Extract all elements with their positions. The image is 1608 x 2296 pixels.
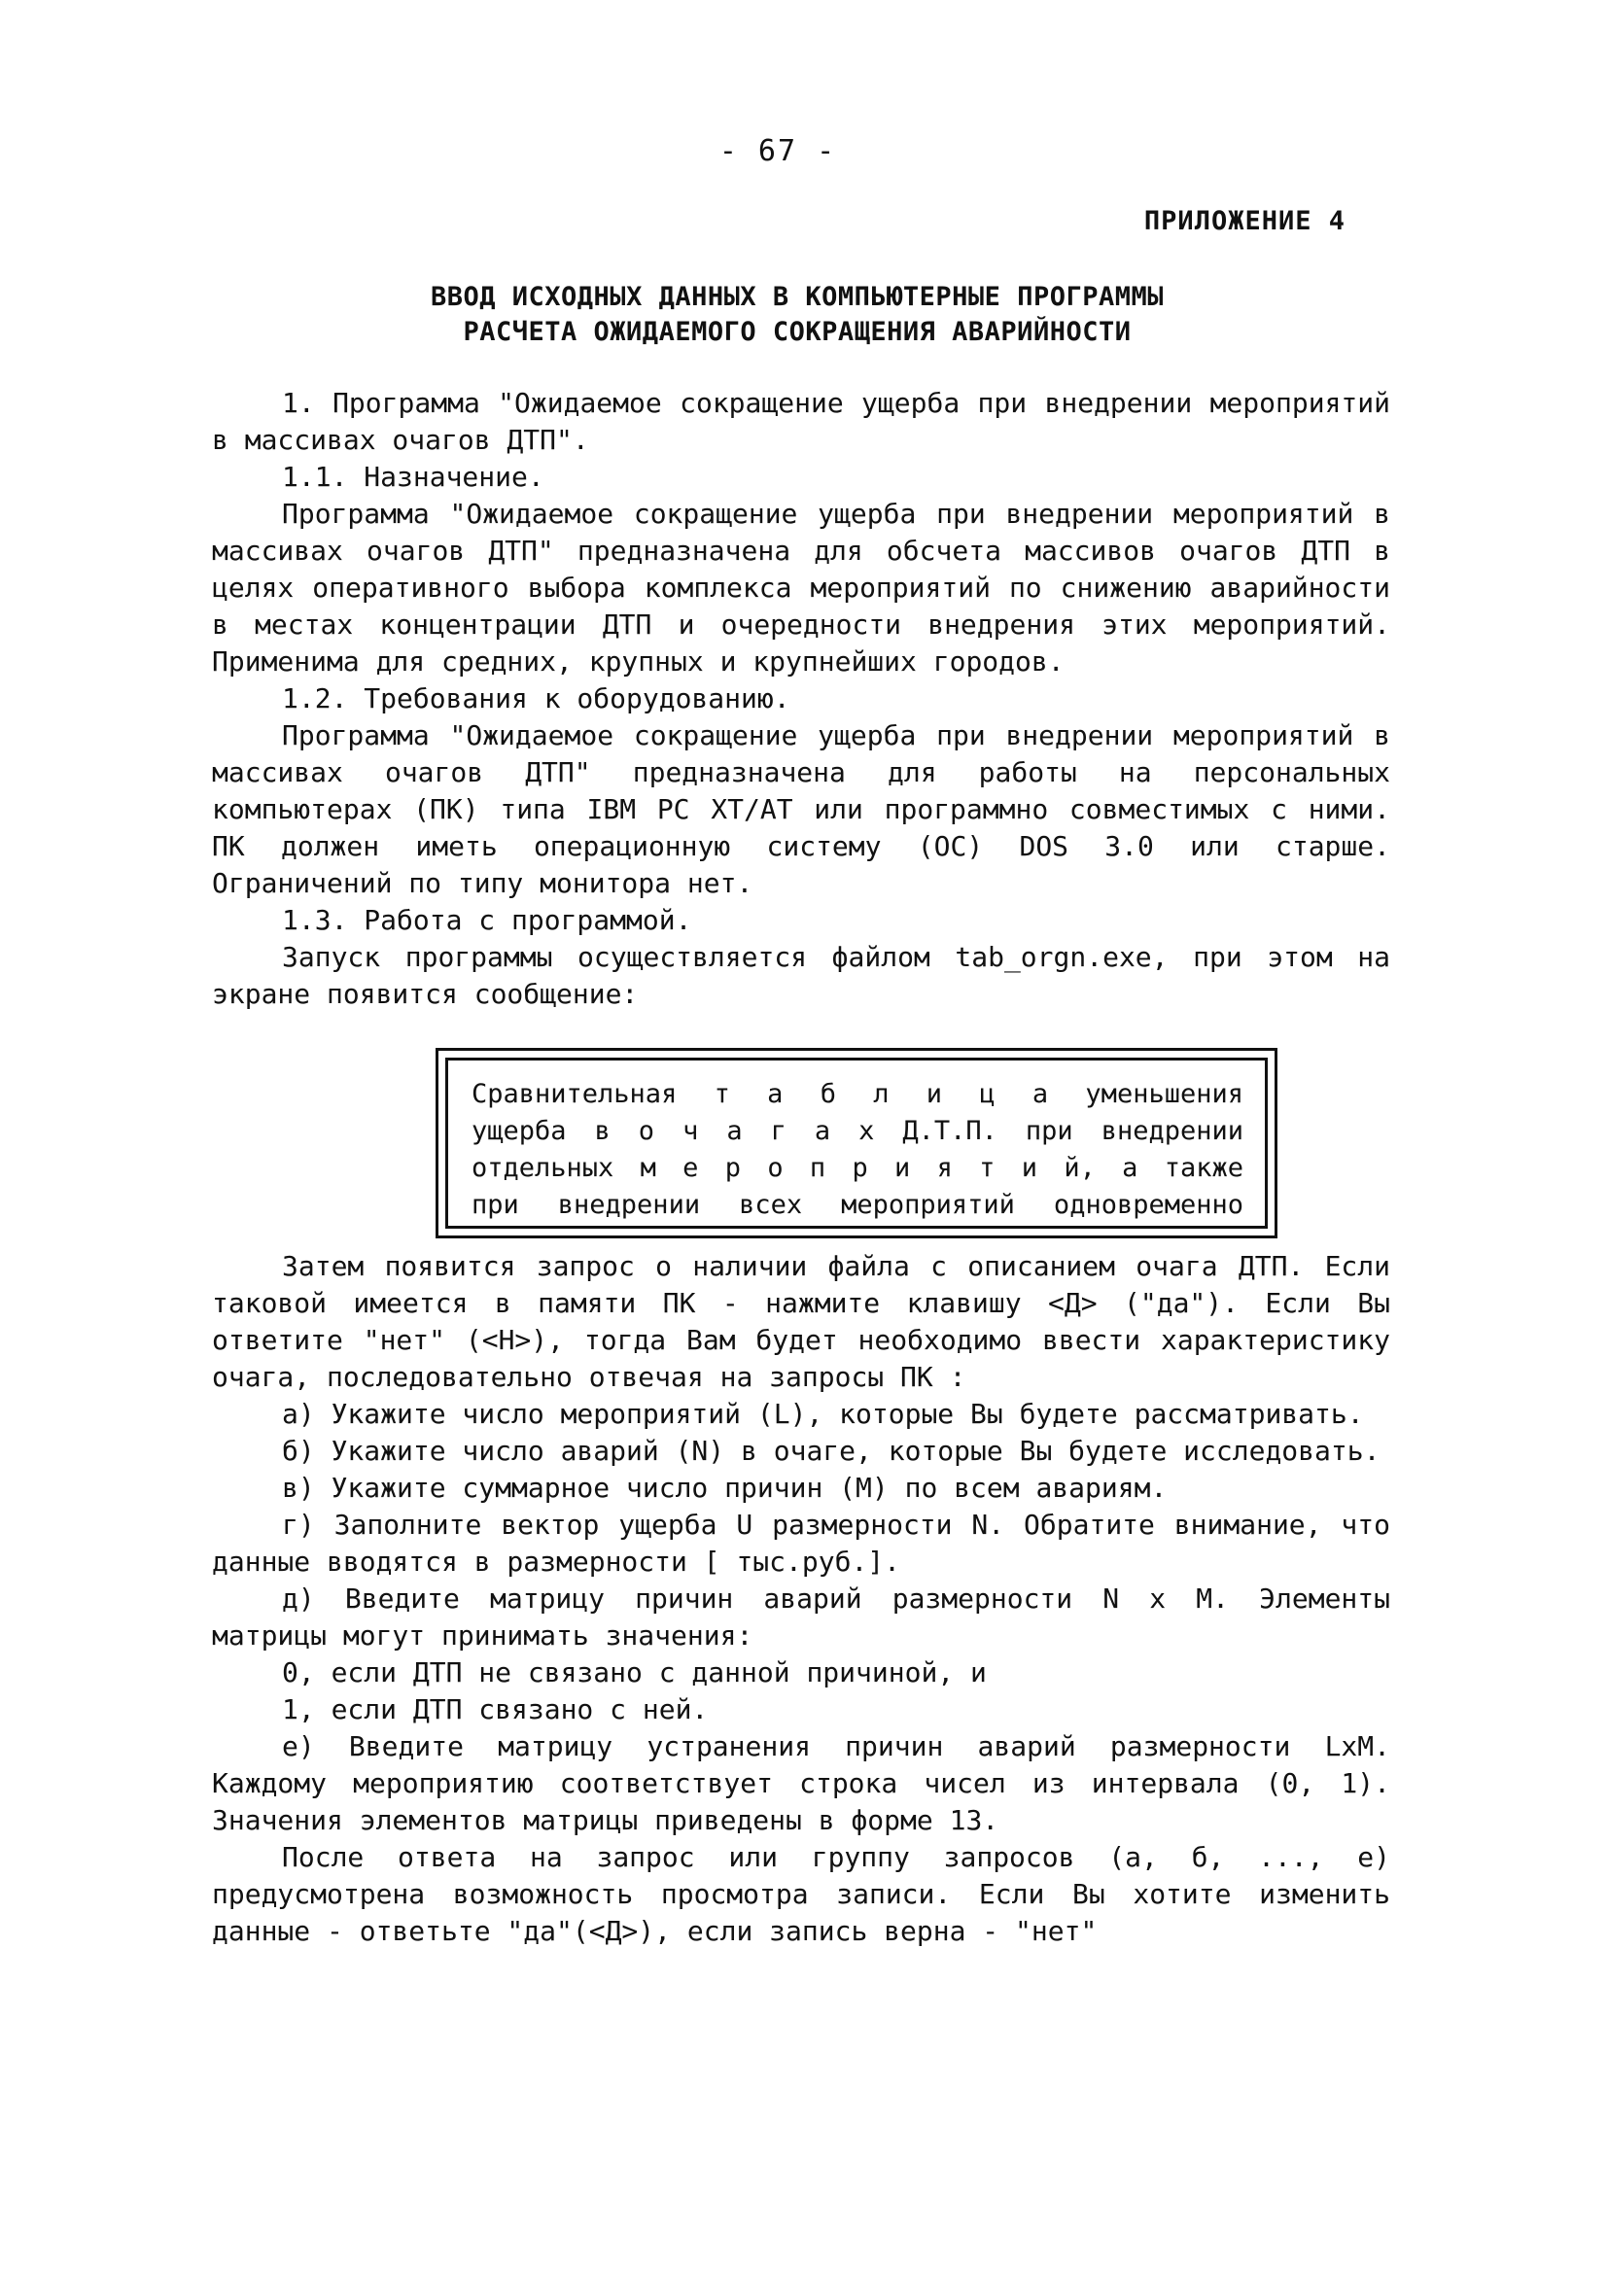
screen-message-line: ущерба в о ч а г а х Д.Т.П. при внедрении [472,1116,1243,1146]
paragraph-file-request: Затем появится запрос о наличии файла с описанием очага ДТП. Если таковой имеется в памяти ПК - нажмите клавишу <Д> ("да"). Если Вы ответите "нет" (<Н>), тогда Вам будет необходимо ввести характеристику очага, последовательно отвечая на запросы ПК : [212,1250,1390,1393]
paragraph-hardware: Программа "Ожидаемое сокращение ущерба при внедрении мероприятий в массивах очагов ДТП" предназначена для работы на персональных компьютерах (ПК) типа IBM PC XT/AT или программно совместимых с ними. ПК должен иметь операционную систему (ОС) DOS 3.0 или старше. Ограничений по типу монитора нет. [212,719,1390,899]
paragraph-program-name: 1. Программа "Ожидаемое сокращение ущерба при внедрении мероприятий в массивах очагов ДТП". [212,387,1390,456]
screen-message-line: отдельных м е р о п р и я т и й, а также [472,1153,1243,1183]
screen-message-inner-frame [445,1058,1268,1229]
matrix-value-1: 1, если ДТП связано с ней. [282,1693,709,1725]
matrix-value-0: 0, если ДТП не связано с данной причиной, и [282,1656,987,1688]
paragraph-launch: Запуск программы осуществляется файлом tab_orgn.exe, при этом на экране появится сообщение: [212,941,1390,1010]
list-item-e: е) Введите матрицу устранения причин аварий размерности LxM. Каждому мероприятию соответствует строка чисел из интервала (0, 1). Значения элементов матрицы приведены в форме 13. [212,1730,1390,1836]
section-2-text [212,1248,1390,1950]
paragraph-review: После ответа на запрос или группу запросов (а, б, ..., е) предусмотрена возможность просмотра записи. Если Вы хотите изменить данные - ответьте "да"(<Д>), если запись верна - "нет" [212,1841,1390,1947]
list-item-a: а) Укажите число мероприятий (L), которые Вы будете рассматривать. [282,1398,1364,1430]
screen-message-line: при внедрении всех мероприятий одновременно [472,1190,1243,1220]
paragraph-purpose: Программа "Ожидаемое сокращение ущерба при внедрении мероприятий в массивах очагов ДТП" предназначена для обсчета массивов очагов ДТП в целях оперативного выбора комплекса мероприятий по снижению аварийности в местах концентрации ДТП и очередности внедрения этих мероприятий. Применима для средних, крупных и крупнейших городов. [212,498,1390,678]
list-item-d: д) Введите матрицу причин аварий размерности N x M. Элементы матрицы могут принимать значения: [212,1583,1390,1652]
screen-message-line: Сравнительная т а б л и ц а уменьшения [472,1079,1243,1109]
document-title-line-1: ВВОД ИСХОДНЫХ ДАННЫХ В КОМПЬЮТЕРНЫЕ ПРОГРАММЫ [431,282,1164,312]
heading-purpose: 1.1. Назначение. [282,461,544,493]
heading-hardware: 1.2. Требования к оборудованию. [282,682,790,714]
appendix-label: ПРИЛОЖЕНИЕ 4 [1143,206,1346,236]
page-number: - 67 - [718,134,837,168]
heading-working: 1.3. Работа с программой. [282,904,692,936]
list-item-v: в) Укажите суммарное число причин (М) по всем авариям. [282,1472,1168,1504]
section-1-text [212,385,1390,1013]
document-title-line-2: РАСЧЕТА ОЖИДАЕМОГО СОКРАЩЕНИЯ АВАРИЙНОСТИ [463,317,1132,347]
list-item-g: г) Заполните вектор ущерба U размерности N. Обратите внимание, что данные вводятся в размерности [ тыс.руб.]. [212,1509,1390,1578]
screen-message-frame [436,1048,1277,1238]
list-item-b: б) Укажите число аварий (N) в очаге, которые Вы будете исследовать. [282,1435,1381,1467]
